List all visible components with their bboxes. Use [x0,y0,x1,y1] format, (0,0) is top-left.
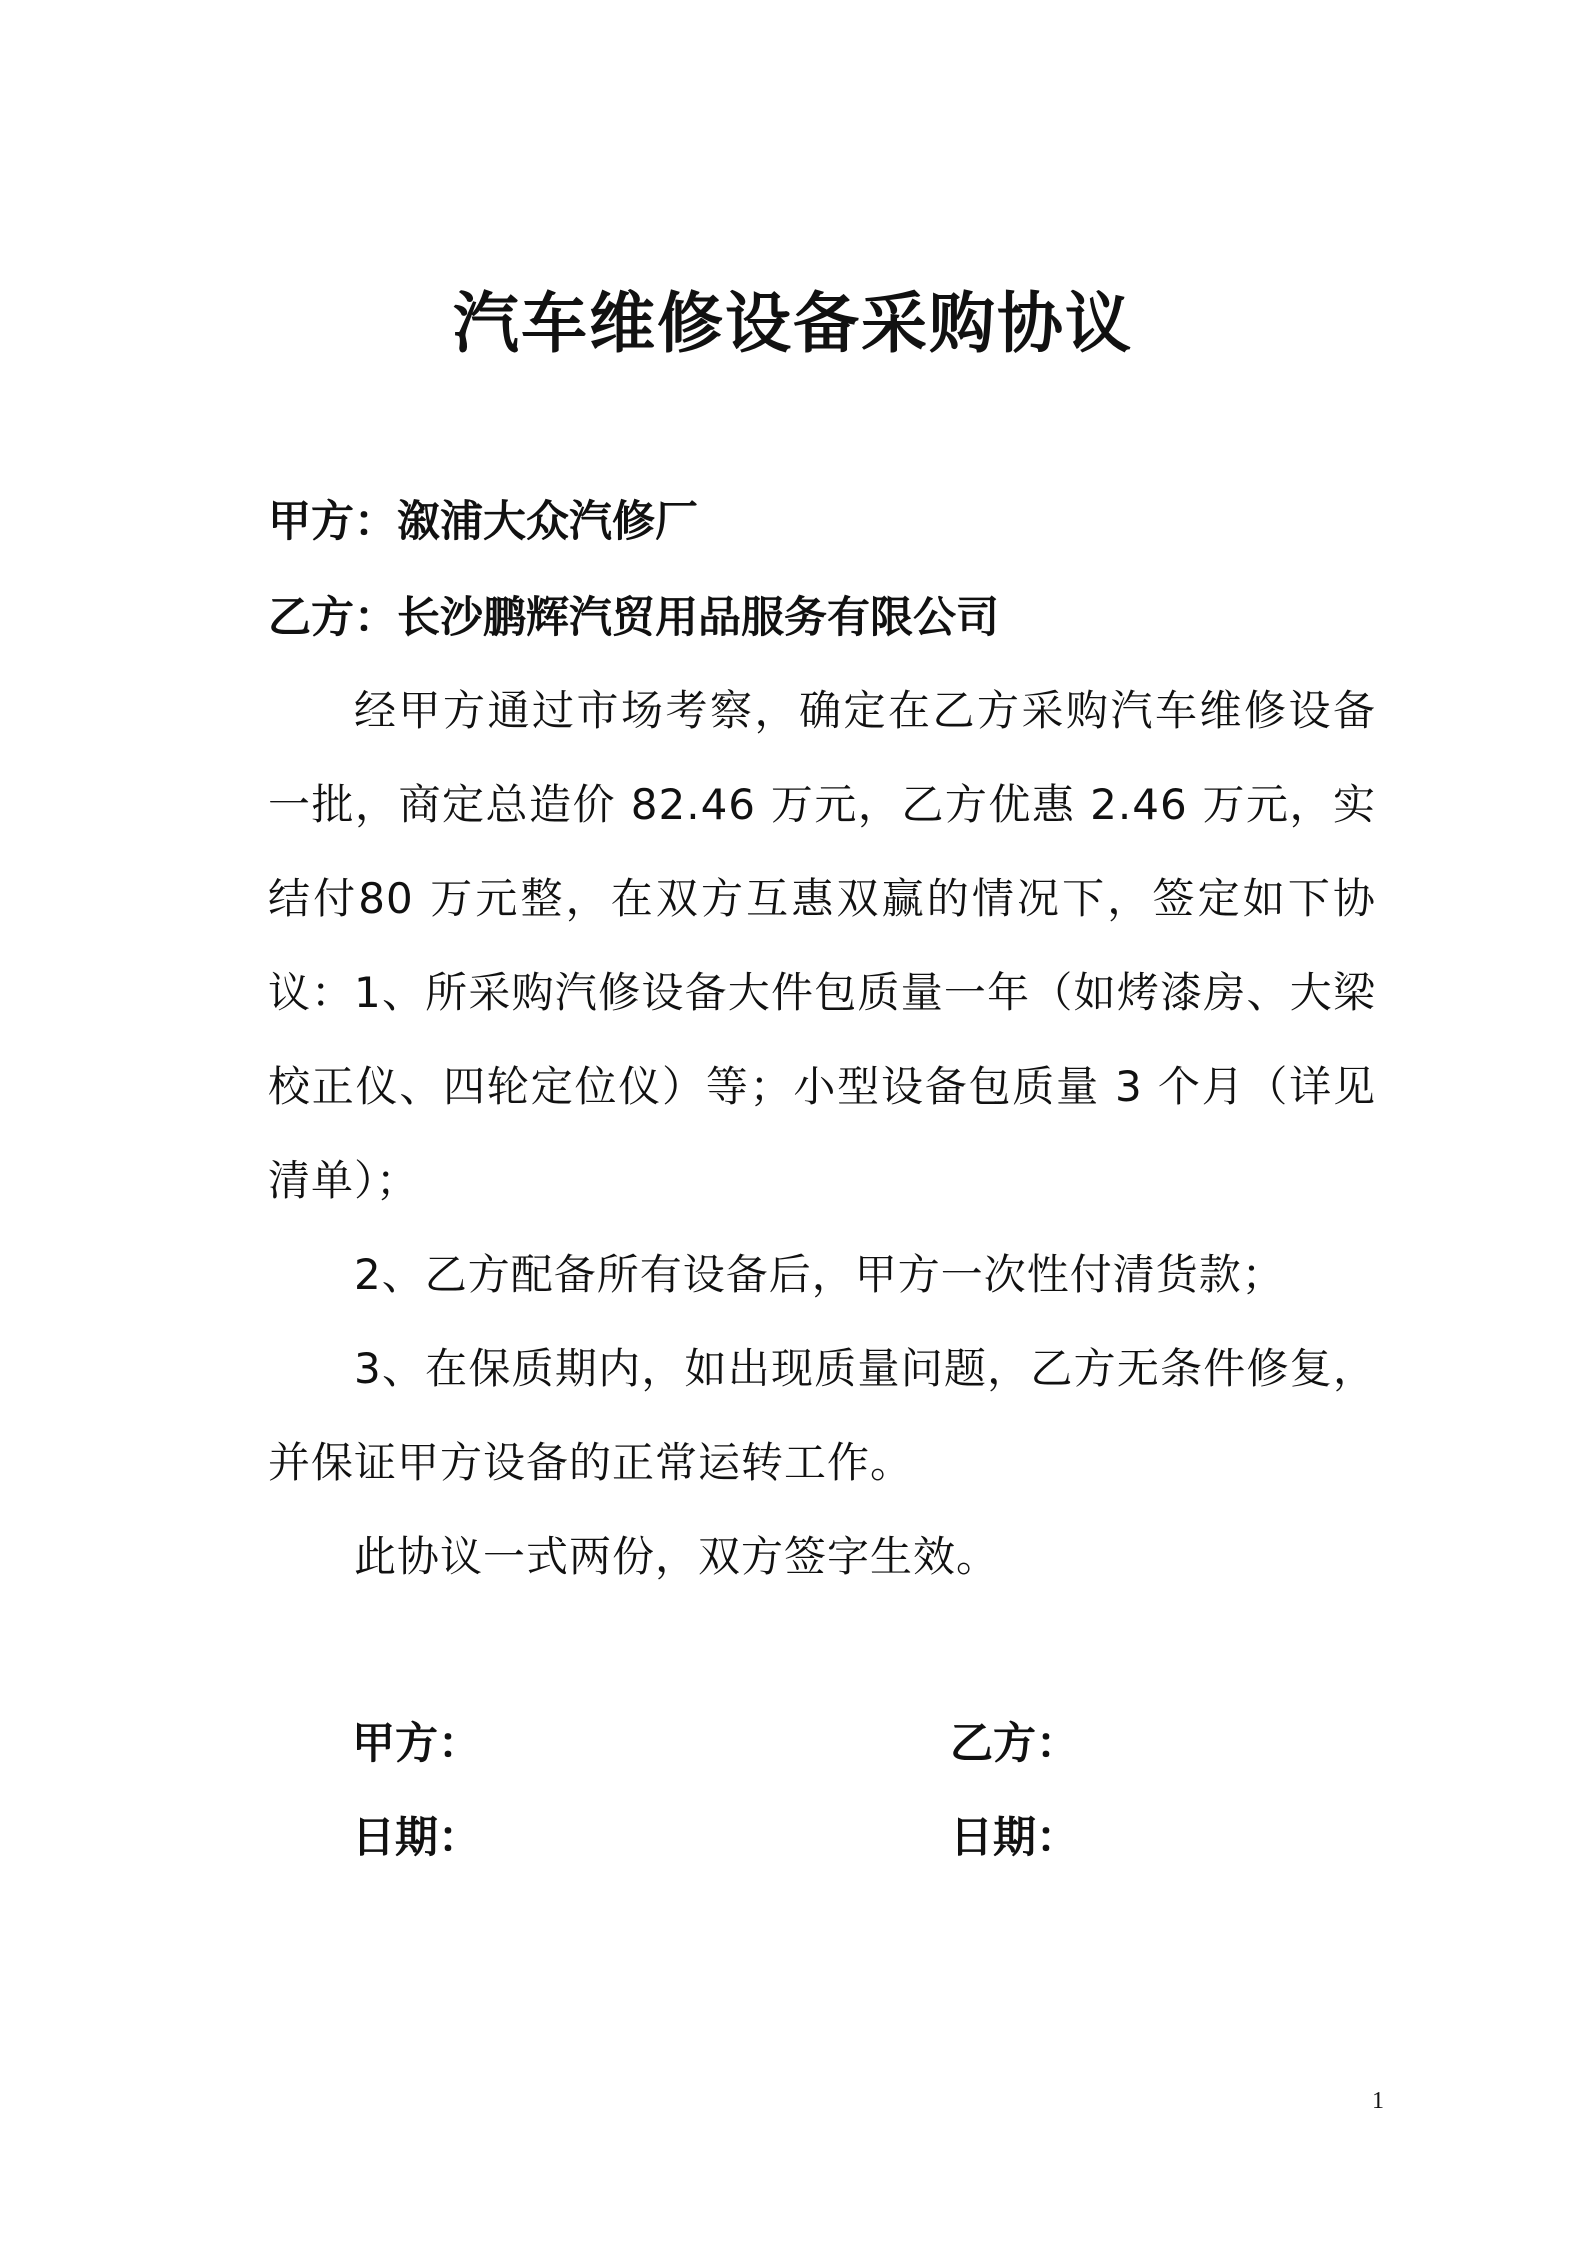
signature-date-b-label: 日期： [950,1813,1079,1863]
page-number: 1 [1372,2088,1384,2114]
signature-date-a-label: 日期： [352,1813,481,1863]
intro-text: 经甲方通过市场考察，确定在乙方采购汽车维修设备一批，商定总造价 82.46 万元，乙方优惠 2.46 万元，实结付80 万元整，在双方互惠双赢的情况下，签定如下协议： [268,686,1376,1017]
clause-3 [268,1322,1376,1510]
party-b-line: 乙方：长沙鹏辉汽贸用品服务有限公司 [268,593,999,643]
clause-1 [268,946,1376,1228]
closing-paragraph [268,1510,1376,1604]
signature-party-b-label: 乙方： [950,1719,1079,1769]
closing-text: 此协议一式两份，双方签字生效。 [354,1532,1000,1581]
clause-3-text: 3、在保质期内，如出现质量问题，乙方无条件修复，并保证甲方设备的正常运转工作。 [268,1344,1376,1487]
clause-2-text: 2、乙方配备所有设备后，甲方一次性付清货款； [354,1250,1285,1299]
signature-party-a-label: 甲方： [352,1719,481,1769]
document-title: 汽车维修设备采购协议 [453,285,1133,362]
clause-2 [268,1228,1376,1322]
party-a-line: 甲方：溆浦大众汽修厂 [268,497,698,547]
clause-1-text: 1、所采购汽修设备大件包质量一年（如烤漆房、大梁校正仪、四轮定位仪）等；小型设备包质量 3 个月（详见清单）； [268,968,1376,1205]
